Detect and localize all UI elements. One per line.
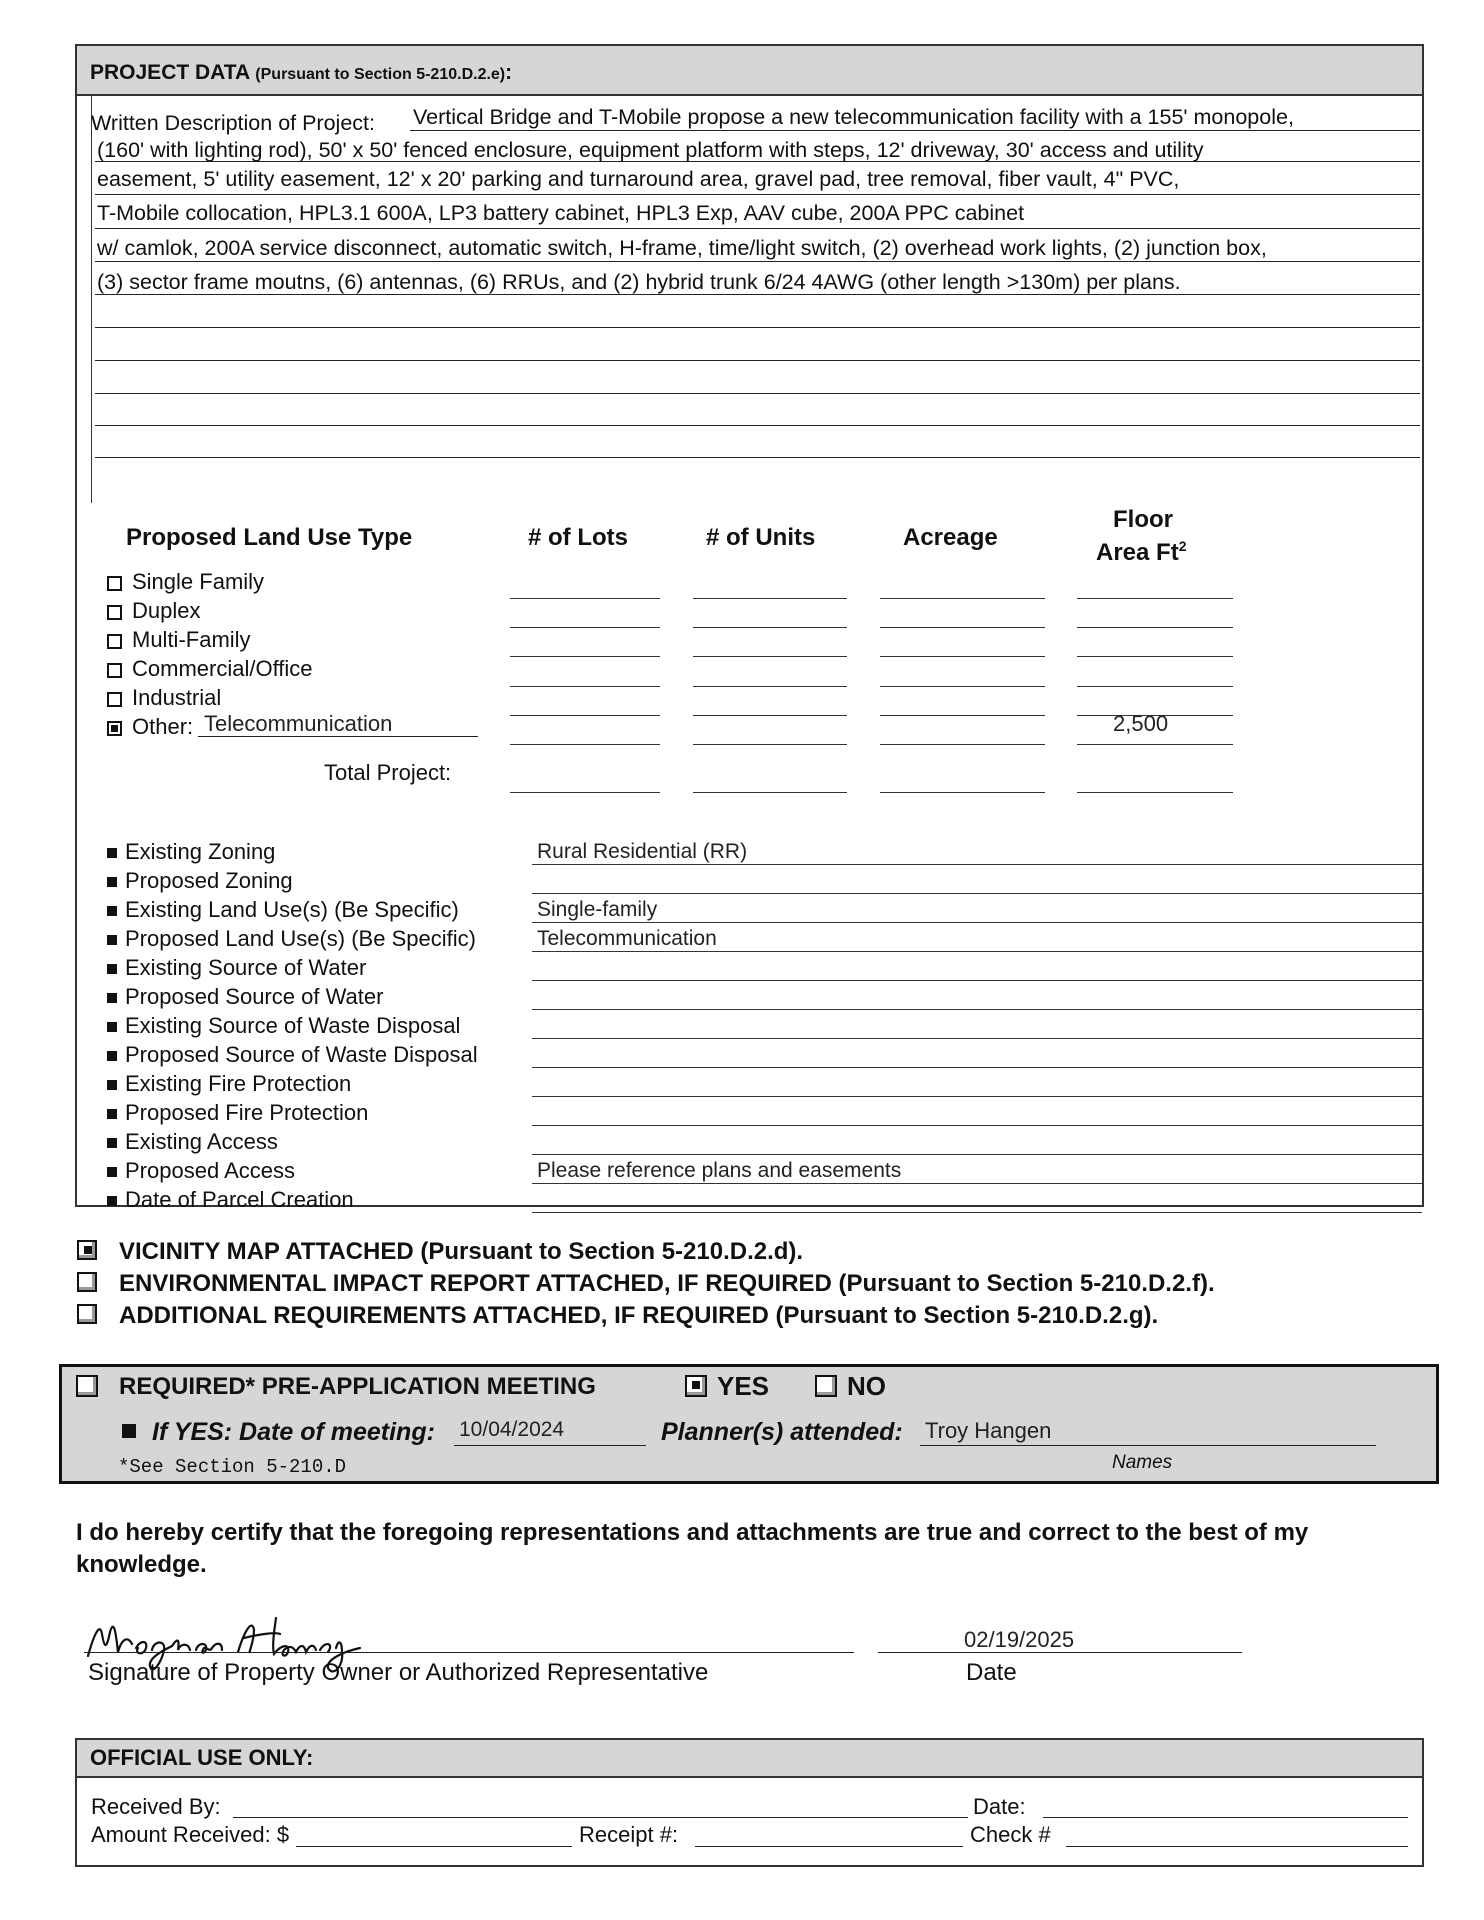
site-info-bullet [107, 1080, 117, 1090]
meeting-date-value: 10/04/2024 [459, 1418, 565, 1441]
site-info-line[interactable] [532, 1154, 1422, 1155]
site-info-line[interactable] [532, 980, 1422, 981]
attachment-checkbox[interactable] [77, 1272, 97, 1292]
site-info-value: Telecommunication [537, 927, 717, 950]
site-info-line[interactable] [532, 1212, 1422, 1213]
names-caption: Names [1112, 1452, 1173, 1473]
land-use-checkbox[interactable] [107, 721, 122, 736]
land-use-field-line[interactable] [880, 627, 1045, 628]
land-use-field-line[interactable] [693, 744, 847, 745]
description-line-3: easement, 5' utility easement, 12' x 20' parking and turnaround area, gravel pad, tree removal, fiber vault, 4" PVC, [97, 167, 1180, 191]
land-use-label: Commercial/Office [132, 656, 313, 681]
site-info-value: Please reference plans and easements [537, 1159, 902, 1182]
description-line-2: (160' with lighting rod), 50' x 50' fenced enclosure, equipment platform with steps, 12' driveway, 30' access and utility [97, 138, 1204, 162]
pre-app-no-label: NO [847, 1371, 886, 1401]
site-info-label: Proposed Land Use(s) (Be Specific) [125, 926, 476, 951]
description-line-4: T-Mobile collocation, HPL3.1 600A, LP3 battery cabinet, HPL3 Exp, AAV cube, 200A PPC cabinet [97, 201, 1025, 225]
site-info-bullet [107, 877, 117, 887]
amount-line[interactable] [296, 1846, 572, 1847]
site-info-line[interactable] [532, 1009, 1422, 1010]
site-info-line[interactable] [532, 1067, 1422, 1068]
land-use-field-line[interactable] [510, 744, 660, 745]
land-use-checkbox[interactable] [107, 605, 122, 620]
planner-value: Troy Hangen [925, 1418, 1052, 1443]
floor-area-other: 2,500 [1113, 711, 1169, 736]
land-use-checkbox[interactable] [107, 634, 122, 649]
received-by-label: Received By: [91, 1794, 221, 1819]
site-info-label: Proposed Fire Protection [125, 1100, 369, 1125]
official-use-header: OFFICIAL USE ONLY: [90, 1745, 314, 1770]
floor-header-line2: Area Ft$^2$ [1096, 538, 1187, 566]
land-use-field-line[interactable] [880, 598, 1045, 599]
pre-app-footnote: *See Section 5-210.D [118, 1456, 347, 1478]
land-use-label: Industrial [132, 685, 222, 710]
land-use-field-line[interactable] [880, 744, 1045, 745]
floor-header-line1: Floor [1113, 506, 1173, 533]
land-use-field-line[interactable] [1077, 686, 1233, 687]
site-info-value: Single-family [537, 898, 658, 921]
attachment-label: VICINITY MAP ATTACHED (Pursuant to Section 5-210.D.2.d). [119, 1238, 804, 1265]
units-header: # of Units [706, 524, 816, 551]
receipt-label: Receipt #: [579, 1822, 679, 1847]
pre-app-yes-checkbox[interactable] [685, 1375, 707, 1397]
planner-label: Planner(s) attended: [661, 1418, 903, 1446]
site-info-bullet [107, 1051, 117, 1061]
attachment-label: ADDITIONAL REQUIREMENTS ATTACHED, IF REQUIRED (Pursuant to Section 5-210.D.2.g). [119, 1302, 1159, 1329]
site-info-label: Proposed Access [125, 1158, 295, 1183]
site-info-line[interactable] [532, 1096, 1422, 1097]
land-use-field-line[interactable] [693, 686, 847, 687]
site-info-label: Proposed Zoning [125, 868, 293, 893]
other-value: Telecommunication [204, 711, 393, 736]
site-info-line[interactable] [532, 893, 1422, 894]
land-use-field-line[interactable] [693, 715, 847, 716]
description-label: Written Description of Project: [91, 111, 375, 135]
site-info-line[interactable] [532, 1038, 1422, 1039]
land-use-field-line[interactable] [510, 686, 660, 687]
attachment-checkbox[interactable] [77, 1240, 97, 1260]
land-use-type-header: Proposed Land Use Type [126, 524, 413, 551]
total-field-line[interactable] [1077, 792, 1233, 793]
land-use-field-line[interactable] [693, 656, 847, 657]
total-project-label: Total Project: [324, 760, 452, 785]
certification-date-caption: Date [966, 1659, 1017, 1686]
site-info-bullet [107, 1022, 117, 1032]
land-use-field-line[interactable] [880, 656, 1045, 657]
land-use-label: Single Family [132, 569, 265, 594]
site-info-line[interactable] [532, 922, 1422, 923]
official-date-line[interactable] [1043, 1817, 1408, 1818]
total-field-line[interactable] [880, 792, 1045, 793]
site-info-bullet [107, 1167, 117, 1177]
land-use-field-line[interactable] [880, 686, 1045, 687]
signature-caption: Signature of Property Owner or Authorized Representative [88, 1659, 709, 1686]
site-info-bullet [107, 993, 117, 1003]
site-info-label: Existing Source of Water [125, 955, 367, 980]
land-use-field-line[interactable] [880, 715, 1045, 716]
land-use-field-line[interactable] [1077, 627, 1233, 628]
site-info-label: Existing Zoning [125, 839, 276, 864]
meeting-date-label: If YES: Date of meeting: [152, 1418, 435, 1446]
amount-received-label: Amount Received: $ [91, 1822, 290, 1847]
land-use-field-line[interactable] [693, 627, 847, 628]
site-info-label: Proposed Source of Waste Disposal [125, 1042, 478, 1067]
certification-text: I do hereby certify that the foregoing representations and attachments are true and correct to the best of my knowledge. [76, 1519, 1309, 1578]
land-use-field-line[interactable] [1077, 744, 1233, 745]
pre-app-yes-label: YES [717, 1371, 770, 1401]
site-info-line[interactable] [532, 864, 1422, 865]
site-info-label: Existing Land Use(s) (Be Specific) [125, 897, 459, 922]
check-line[interactable] [1066, 1846, 1408, 1847]
land-use-field-line[interactable] [1077, 598, 1233, 599]
description-line-1: Vertical Bridge and T-Mobile propose a new telecommunication facility with a 155' monopole, [413, 105, 1294, 129]
site-info-line[interactable] [532, 951, 1422, 952]
land-use-checkbox[interactable] [107, 576, 122, 591]
land-use-field-line[interactable] [510, 627, 660, 628]
land-use-field-line[interactable] [510, 656, 660, 657]
site-info-label: Existing Source of Waste Disposal [125, 1013, 461, 1038]
site-info-value: Rural Residential (RR) [537, 840, 748, 863]
pre-app-no-checkbox[interactable] [815, 1375, 837, 1397]
official-date-label: Date: [973, 1794, 1026, 1819]
total-field-line[interactable] [510, 792, 660, 793]
site-info-label: Proposed Source of Water [125, 984, 384, 1009]
site-info-bullet [107, 1109, 117, 1119]
site-info-label: Existing Fire Protection [125, 1071, 352, 1096]
lots-header: # of Lots [528, 524, 628, 551]
site-info-bullet [107, 964, 117, 974]
project-data-title: PROJECT DATA (Pursuant to Section 5-210.D.2.e): [90, 61, 513, 84]
land-use-label: Multi-Family [132, 627, 251, 652]
land-use-label: Other: [132, 714, 194, 739]
site-info-label: Existing Access [125, 1129, 278, 1154]
pre-app-checkbox[interactable] [76, 1375, 98, 1397]
check-label: Check # [970, 1822, 1051, 1847]
total-field-line[interactable] [693, 792, 847, 793]
site-info-label: Date of Parcel Creation [125, 1187, 354, 1212]
land-use-field-line[interactable] [693, 598, 847, 599]
date-bullet [122, 1424, 136, 1438]
receipt-line[interactable] [695, 1846, 963, 1847]
certification-date-value: 02/19/2025 [964, 1627, 1075, 1652]
land-use-checkbox[interactable] [107, 663, 122, 678]
site-info-bullet [107, 848, 117, 858]
site-info-bullet [107, 935, 117, 945]
land-use-checkbox[interactable] [107, 692, 122, 707]
land-use-label: Duplex [132, 598, 201, 623]
site-info-line[interactable] [532, 1183, 1422, 1184]
pre-app-label: REQUIRED* PRE-APPLICATION MEETING [119, 1373, 596, 1400]
project-data-note: (Pursuant to Section 5-210.D.2.e) [255, 66, 506, 83]
land-use-field-line[interactable] [510, 598, 660, 599]
description-line-6: (3) sector frame moutns, (6) antennas, (6) RRUs, and (2) hybrid trunk 6/24 4AWG (other length >130m) per plans. [97, 270, 1181, 294]
site-info-line[interactable] [532, 1125, 1422, 1126]
attachment-label: ENVIRONMENTAL IMPACT REPORT ATTACHED, IF REQUIRED (Pursuant to Section 5-210.D.2.f). [119, 1270, 1215, 1297]
land-use-field-line[interactable] [1077, 656, 1233, 657]
site-info-bullet [107, 1138, 117, 1148]
land-use-field-line[interactable] [510, 715, 660, 716]
acreage-header: Acreage [903, 524, 998, 551]
received-by-line[interactable] [233, 1817, 968, 1818]
description-line-5: w/ camlok, 200A service disconnect, automatic switch, H-frame, time/light switch, (2) overhead work lights, (2) junction box, [97, 236, 1267, 260]
site-info-bullet [107, 906, 117, 916]
attachment-checkbox[interactable] [77, 1304, 97, 1324]
site-info-bullet [107, 1196, 117, 1206]
